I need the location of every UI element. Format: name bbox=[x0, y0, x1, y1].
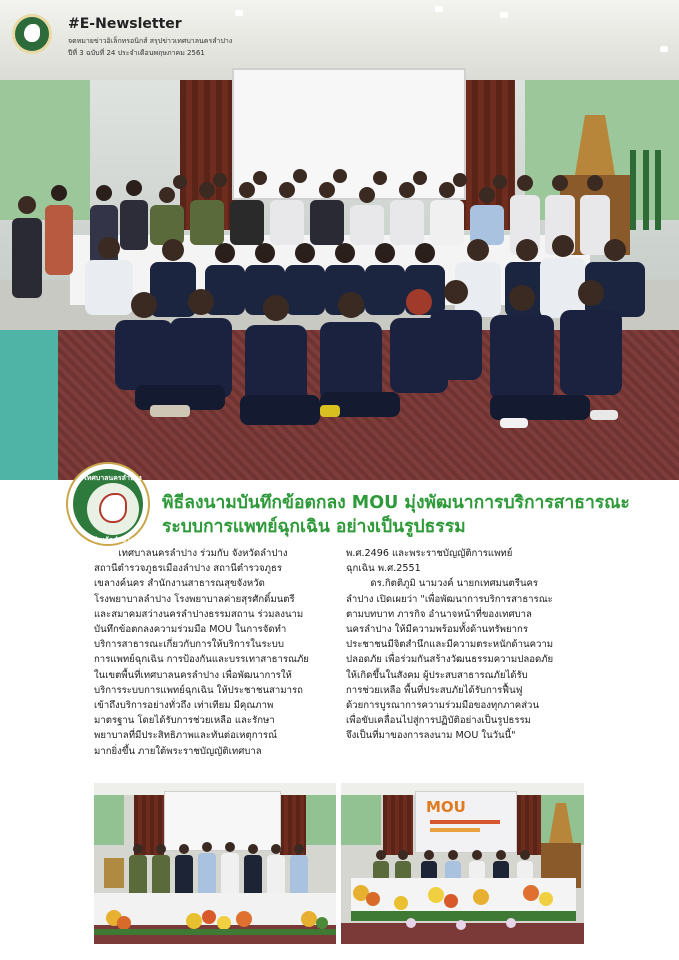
body-line: พยาบาลที่มีประสิทธิภาพและทันต่อเหตุการณ์ bbox=[94, 730, 277, 742]
signing-table-scene bbox=[341, 783, 584, 944]
body-line: การแพทย์ฉุกเฉิน การป้องกันและบรรเทาสาธารณภัย bbox=[94, 654, 309, 666]
body-line: ฉุกเฉิน พ.ศ.2551 bbox=[346, 563, 421, 575]
middle-row-people bbox=[85, 235, 645, 318]
seal-bottom-text: จังหวัดลำปาง bbox=[92, 536, 134, 544]
body-line: ตามบทบาท ภารกิจ อำนาจหน้าที่ของเทศบาล bbox=[346, 608, 532, 620]
municipality-seal-icon bbox=[66, 462, 150, 546]
body-line: บริการสาธารณะเกี่ยวกับการให้บริการในระบบ bbox=[94, 639, 284, 651]
body-line: เข้าถึงบริการอย่างทั่วถึง เท่าเทียม มีคุณภาพ bbox=[94, 700, 274, 712]
altar-decoration bbox=[560, 115, 661, 255]
body-line: บริการระบบการแพทย์ฉุกเฉิน ให้ประชาชนสามารถ bbox=[94, 684, 303, 696]
body-line: ประชาชนมีจิตสำนึกและมีความตระหนักด้านความ bbox=[346, 639, 554, 651]
newsletter-subtitle: จดหมายข่าวอิเล็กทรอนิกส์ สรุปข่าวเทศบาลนครลำปาง bbox=[68, 37, 233, 45]
body-line: เขลางค์นคร สำนักงานสาธารณสุขจังหวัด bbox=[94, 578, 265, 590]
officials-group bbox=[94, 783, 336, 944]
rooster-icon bbox=[99, 493, 127, 523]
screen-text: MOU bbox=[426, 798, 466, 816]
newsletter-issue: ปีที่ 3 ฉบับที่ 24 ประจำเดือนพฤษภาคม 2561 bbox=[68, 49, 205, 57]
body-line: ให้เกิดขึ้นในสังคม ผู้ประสบสาธารณภัยได้รับ bbox=[346, 669, 528, 681]
signing-photo-right bbox=[341, 783, 584, 944]
headline-line: ระบบการแพทย์ฉุกเฉิน อย่างเป็นรูปธรรม bbox=[162, 517, 466, 537]
body-line: นครลำปาง ให้มีความพร้อมทั้งด้านทรัพยากร bbox=[346, 624, 528, 636]
body-line: โรงพยาบาลลำปาง โรงพยาบาลค่ายสุรศักดิ์มนตรี bbox=[94, 593, 295, 605]
newsletter-header bbox=[0, 0, 679, 62]
article-headline bbox=[162, 491, 672, 539]
headline-line: พิธีลงนามบันทึกข้อตกลง MOU มุ่งพัฒนาการบริการสาธารณะ bbox=[162, 493, 630, 513]
body-line: สถานีตำรวจภูธรเมืองลำปาง สถานีตำรวจภูธร bbox=[94, 563, 282, 575]
article-column-left bbox=[94, 546, 334, 759]
body-line: บันทึกข้อตกลงความร่วมมือ MOU ในการจัดทำ bbox=[94, 624, 287, 636]
body-line: ลำปาง เปิดเผยว่า "เพื่อพัฒนาการบริการสาธารณะ bbox=[346, 593, 553, 605]
seal-ring bbox=[73, 469, 143, 544]
article-column-right bbox=[346, 546, 591, 744]
body-line: มาตรฐาน โดยได้รับการช่วยเหลือ และรักษา bbox=[94, 715, 275, 727]
body-line: เพื่อขับเคลื่อนไปสู่การปฏิบัติอย่างเป็นรูปธรรม bbox=[346, 715, 531, 727]
body-line: ในเขตพื้นที่เทศบาลนครลำปาง เพื่อพัฒนาการให้ bbox=[94, 669, 292, 681]
body-line: และสมาคมสว่างนครลำปางธรรมสถาน ร่วมลงนาม bbox=[94, 608, 304, 620]
body-line: มากยิ่งขึ้น ภายใต้พระราชบัญญัติเทศบาล bbox=[94, 745, 262, 757]
body-line: เทศบาลนครลำปาง ร่วมกับ จังหวัดลำปาง bbox=[94, 548, 288, 559]
body-line: ปลอดภัย เพื่อร่วมกันสร้างวัฒนธรรมความปลอดภัย bbox=[346, 654, 554, 666]
rooster-icon bbox=[24, 24, 40, 42]
body-line: ดร.กิตติภูมิ นามวงค์ นายกเทศมนตรีนคร bbox=[346, 578, 539, 590]
seal-top-text: เทศบาลนครลำปาง bbox=[84, 474, 142, 482]
body-line: จึงเป็นที่มาของการลงนาม MOU ในวันนี้" bbox=[346, 730, 516, 742]
newsletter-title: #E-Newsletter bbox=[68, 16, 182, 32]
body-line: การช่วยเหลือ พื้นที่ประสบภัยได้รับการฟื้นฟู bbox=[346, 684, 523, 696]
municipality-logo-icon bbox=[12, 14, 52, 54]
body-line: ด้วยการบูรณาการความร่วมมือของทุกภาคส่วน bbox=[346, 700, 539, 712]
body-line: พ.ศ.2496 และพระราชบัญญัติการแพทย์ bbox=[346, 548, 513, 559]
signing-photo-left bbox=[94, 783, 336, 944]
